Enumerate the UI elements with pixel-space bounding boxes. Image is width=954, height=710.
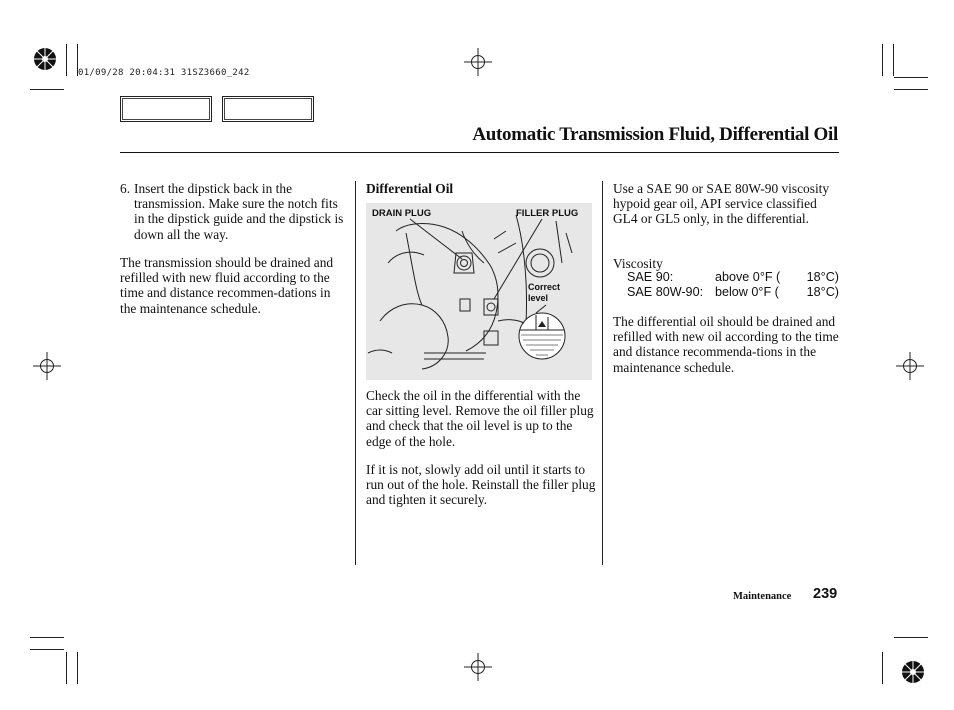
viscosity-grade: SAE 80W-90:: [627, 285, 704, 299]
drain-plug-label: DRAIN PLUG: [372, 208, 432, 219]
title-rule: [120, 152, 839, 153]
header-tab-box: [120, 96, 212, 122]
crop-mark: [77, 652, 78, 684]
viscosity-celsius: 18°C): [806, 285, 839, 299]
crosshair-right-icon: [894, 350, 926, 382]
column-divider: [602, 181, 603, 565]
correct-level-label-line-2: level: [528, 293, 549, 303]
crop-mark: [30, 89, 64, 90]
crop-mark: [66, 652, 67, 684]
viscosity-range: below 0°F (: [715, 285, 779, 299]
viscosity-label: Viscosity: [613, 256, 663, 271]
crop-mark: [30, 637, 64, 638]
step-text: Insert the dipstick back in the transmission. Make sure the notch fits in the dipstick guide and the dipstick is down all the way.: [134, 181, 344, 242]
crop-mark: [882, 652, 883, 684]
page-number: 239: [813, 586, 838, 602]
viscosity-range: above 0°F (: [715, 270, 781, 284]
crop-mark: [30, 649, 64, 650]
registration-mark-top-left-icon: [30, 44, 60, 74]
drain-refill-paragraph: The differential oil should be drained and refilled with new oil according to the time and distance recommenda-tions in the maintenance schedule.: [613, 314, 839, 375]
viscosity-celsius: 18°C): [806, 270, 839, 284]
page-title: Automatic Transmission Fluid, Differential Oil: [472, 124, 838, 145]
crop-mark: [882, 44, 883, 76]
oil-spec-paragraph: Use a SAE 90 or SAE 80W-90 viscosity hypoid gear oil, API service classified GL4 or GL5 only, in the differential.: [613, 181, 830, 227]
crop-mark: [894, 77, 928, 78]
correct-level-label: [528, 282, 560, 304]
crosshair-left-icon: [31, 350, 63, 382]
correct-level-label-line-1: Correct: [528, 282, 561, 292]
crop-mark: [894, 637, 928, 638]
header-tab-box: [222, 96, 314, 122]
crosshair-top-icon: [462, 46, 494, 78]
print-stamp: 01/09/28 20:04:31 31SZ3660_242: [78, 68, 250, 78]
crop-mark: [894, 89, 928, 90]
transmission-paragraph: The transmission should be drained and refilled with new fluid according to the time and distance recommen-dations in the maintenance schedule.: [120, 255, 334, 316]
viscosity-grade: SAE 90:: [627, 270, 674, 284]
check-oil-paragraph: Check the oil in the differential with the car sitting level. Remove the oil filler plug and check that the oil level is up to the edge of the hole.: [366, 388, 594, 449]
registration-mark-bottom-right-icon: [898, 657, 928, 687]
crop-mark: [66, 44, 67, 76]
crosshair-bottom-icon: [462, 651, 494, 683]
section-heading: Differential Oil: [366, 181, 454, 196]
add-oil-paragraph: If it is not, slowly add oil until it starts to run out of the hole. Reinstall the filler plug and tighten it securely.: [366, 462, 596, 508]
step-number: 6.: [120, 181, 131, 196]
differential-illustration: [366, 203, 592, 380]
footer-section-name: Maintenance: [733, 591, 792, 602]
column-divider: [355, 181, 356, 565]
crop-mark: [893, 44, 894, 76]
filler-plug-label: FILLER PLUG: [516, 208, 579, 219]
